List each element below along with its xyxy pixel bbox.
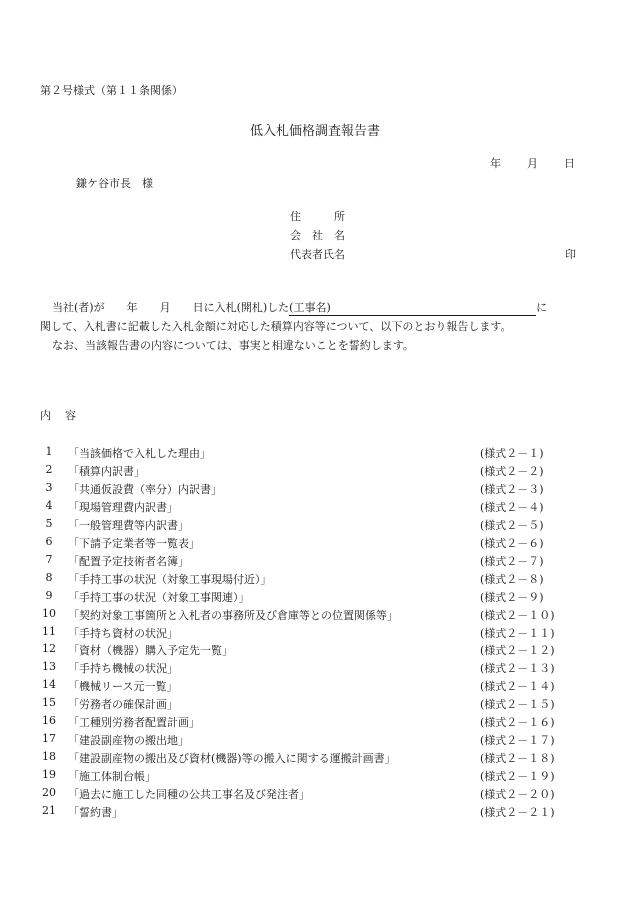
list-item <box>40 642 580 659</box>
list-item-title: 「施工体制台帳」 <box>68 770 156 784</box>
seal-mark: 印 <box>565 248 576 261</box>
date-line <box>490 155 575 171</box>
date-day-label: 日 <box>564 157 575 170</box>
list-item <box>40 535 580 552</box>
list-item-form-ref: (様式２－２０) <box>480 788 555 802</box>
body-line-1-end: に <box>536 301 548 314</box>
list-item-title: 「資材（機器）購入予定先一覧」 <box>68 644 233 658</box>
list-item-number: 5 <box>45 516 53 530</box>
sender-address-label: 住 所 <box>290 210 345 223</box>
list-item <box>40 589 580 606</box>
list-item-number: 2 <box>45 462 53 476</box>
list-item-form-ref: (様式２－１１) <box>480 626 555 640</box>
list-item-title: 「手持ち資材の状況」 <box>68 626 178 640</box>
contents-heading <box>40 407 76 423</box>
addressee: 鎌ケ谷市長 様 <box>76 177 153 190</box>
list-item-form-ref: (様式２－１８) <box>480 752 555 766</box>
list-item-form-ref: (様式２－１) <box>480 447 544 460</box>
list-item-number: 19 <box>42 768 56 782</box>
list-item-form-ref: (様式２－９) <box>480 590 544 604</box>
list-item <box>40 463 580 480</box>
list-item <box>40 517 580 534</box>
date-year-label: 年 <box>490 157 501 170</box>
list-item-number: 16 <box>42 714 56 728</box>
list-item-form-ref: (様式２－１６) <box>480 716 555 730</box>
list-item-number: 14 <box>42 678 56 692</box>
list-item <box>40 678 580 695</box>
list-item-title: 「労務者の確保計画」 <box>68 698 178 712</box>
list-item-form-ref: (様式２－４) <box>480 500 544 514</box>
list-item-form-ref: (様式２－１０) <box>480 608 555 622</box>
list-item-title: 「建設副産物の搬出及び資材(機器)等の搬入に関する運搬計画書」 <box>68 752 396 766</box>
list-item-title: 「共通仮設費（率分）内訳書」 <box>68 482 222 496</box>
list-item-number: 11 <box>42 624 56 638</box>
list-item <box>40 696 580 713</box>
list-item-title: 「配置予定技術者名簿」 <box>68 554 189 568</box>
list-item-title: 「当該価格で入札した理由」 <box>68 447 211 460</box>
project-name-field <box>289 299 536 316</box>
list-item <box>40 481 580 498</box>
list-item-number: 15 <box>42 696 56 710</box>
list-item-form-ref: (様式２－６) <box>480 536 544 550</box>
list-item-number: 9 <box>45 588 53 602</box>
list-item <box>40 553 580 570</box>
list-item-title: 「契約対象工事箇所と入札者の事務所及び倉庫等との位置関係等」 <box>68 608 398 622</box>
contents-heading-char-2: 容 <box>65 409 76 422</box>
list-item-form-ref: (様式２－１５) <box>480 698 555 712</box>
list-item-form-ref: (様式２－５) <box>480 518 544 532</box>
list-item <box>40 625 580 642</box>
list-item-title: 「積算内訳書」 <box>68 464 145 478</box>
list-item-number: 6 <box>45 534 53 548</box>
list-item <box>40 499 580 516</box>
list-item-form-ref: (様式２－１３) <box>480 662 555 676</box>
list-item-form-ref: (様式２－１９) <box>480 770 555 784</box>
list-item-number: 17 <box>42 732 56 746</box>
contents-heading-char-1: 内 <box>40 409 51 422</box>
sender-representative-label: 代表者氏名 <box>290 248 345 261</box>
list-item-form-ref: (様式２－３) <box>480 482 544 496</box>
list-item-number: 10 <box>42 606 56 620</box>
list-item-number: 7 <box>45 552 53 566</box>
list-item <box>40 786 580 803</box>
list-item-title: 「下請予定業者等一覧表」 <box>68 536 200 550</box>
list-item-title: 「誓約書」 <box>68 806 123 819</box>
list-item-title: 「手持工事の状況（対象工事関連）」 <box>68 590 250 604</box>
body-line-1 <box>52 299 547 316</box>
list-item-number: 12 <box>42 642 56 656</box>
list-item-number: 18 <box>42 750 56 764</box>
list-item-number: 21 <box>42 804 56 817</box>
list-item-form-ref: (様式２－１４) <box>480 680 555 694</box>
list-item <box>40 660 580 677</box>
list-item <box>40 714 580 731</box>
list-item-number: 8 <box>45 570 53 584</box>
list-item-form-ref: (様式２－７) <box>480 554 544 568</box>
list-item <box>40 750 580 767</box>
list-item-form-ref: (様式２－１７) <box>480 734 555 748</box>
list-item-number: 13 <box>42 660 56 674</box>
date-month-label: 月 <box>527 157 538 170</box>
list-item <box>40 571 580 588</box>
sender-company-label: 会 社 名 <box>290 229 345 242</box>
list-item-title: 「過去に施工した同種の公共工事名及び発注者」 <box>68 788 310 802</box>
list-item-title: 「手持ち機械の状況」 <box>68 662 178 676</box>
list-item-number: 1 <box>45 445 53 458</box>
list-item-title: 「建設副産物の搬出地」 <box>68 734 189 748</box>
list-item <box>40 768 580 785</box>
list-item-number: 20 <box>42 786 56 800</box>
body-line-1-start: 当社(者)が 年 月 日に入札(開札)した <box>52 301 290 314</box>
list-item-form-ref: (様式２－２１) <box>480 806 555 819</box>
list-item-title: 「機械リース元一覧」 <box>68 680 178 694</box>
body-line-3: なお、当該報告書の内容については、事実と相違ないことを誓約します。 <box>52 339 414 352</box>
list-item-title: 「現場管理費内訳書」 <box>68 500 178 514</box>
list-item-form-ref: (様式２－２) <box>480 464 544 478</box>
list-item-title: 「一般管理費等内訳書」 <box>68 518 189 532</box>
form-number: 第２号様式（第１１条関係） <box>40 84 183 97</box>
list-item-form-ref: (様式２－８) <box>480 572 544 586</box>
list-item-form-ref: (様式２－１２) <box>480 644 555 658</box>
list-item <box>40 732 580 749</box>
document-title: 低入札価格調査報告書 <box>249 124 380 139</box>
list-item-title: 「手持工事の状況（対象工事現場付近）」 <box>68 572 272 586</box>
list-item <box>40 804 580 821</box>
list-item-title: 「工種別労務者配置計画」 <box>68 716 200 730</box>
body-line-2: 関して、入札書に記載した入札金額に対応した積算内容等について、以下のとおり報告します。 <box>40 320 512 333</box>
list-item-number: 3 <box>45 480 53 494</box>
project-name-label: (工事名) <box>289 301 331 314</box>
list-item <box>40 445 580 462</box>
list-item-number: 4 <box>45 498 53 512</box>
list-item <box>40 607 580 624</box>
